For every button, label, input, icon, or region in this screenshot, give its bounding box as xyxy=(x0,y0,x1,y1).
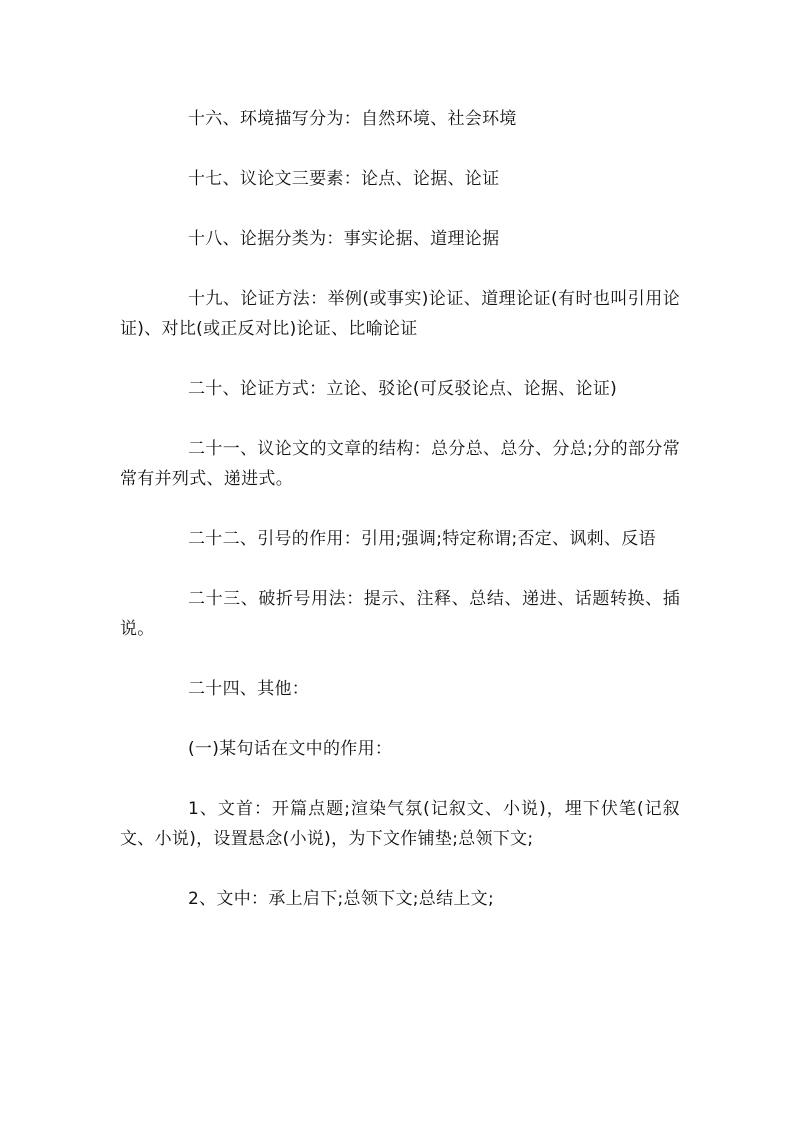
paragraph-24-other: 二十四、其他： xyxy=(188,679,310,699)
paragraph-23-dash-usage: 二十三、破折号用法：提示、注释、总结、递进、话题转换、插说。 xyxy=(120,589,680,639)
paragraph-19-argument-methods: 十九、论证方法：举例(或事实)论证、道理论证(有时也叫引用论证)、对比(或正反对比)论证、比喻论证 xyxy=(120,289,680,339)
paragraph-item-2-middle: 2、文中：承上启下;总领下文;总结上文; xyxy=(188,889,494,909)
paragraph-17-argument-elements: 十七、议论文三要素：论点、论据、论证 xyxy=(188,169,500,189)
paragraph-16-environment: 十六、环境描写分为：自然环境、社会环境 xyxy=(188,109,517,129)
document-body xyxy=(120,104,680,944)
paragraph-20-argument-modes: 二十、论证方式：立论、驳论(可反驳论点、论据、论证) xyxy=(188,379,618,399)
paragraph-22-quotation-marks: 二十二、引号的作用：引用;强调;特定称谓;否定、讽刺、反语 xyxy=(188,529,656,549)
paragraph-item-1-opening: 1、文首：开篇点题;渲染气氛(记叙文、小说)，埋下伏笔(记叙文、小说)，设置悬念(小说)，为下文作铺垫;总领下文; xyxy=(120,799,680,849)
paragraph-sub-1-sentence-role: (一)某句话在文中的作用： xyxy=(188,739,393,759)
paragraph-21-essay-structure: 二十一、议论文的文章的结构：总分总、总分、分总;分的部分常常有并列式、递进式。 xyxy=(120,439,680,489)
paragraph-18-evidence-types: 十八、论据分类为：事实论据、道理论据 xyxy=(188,229,500,249)
